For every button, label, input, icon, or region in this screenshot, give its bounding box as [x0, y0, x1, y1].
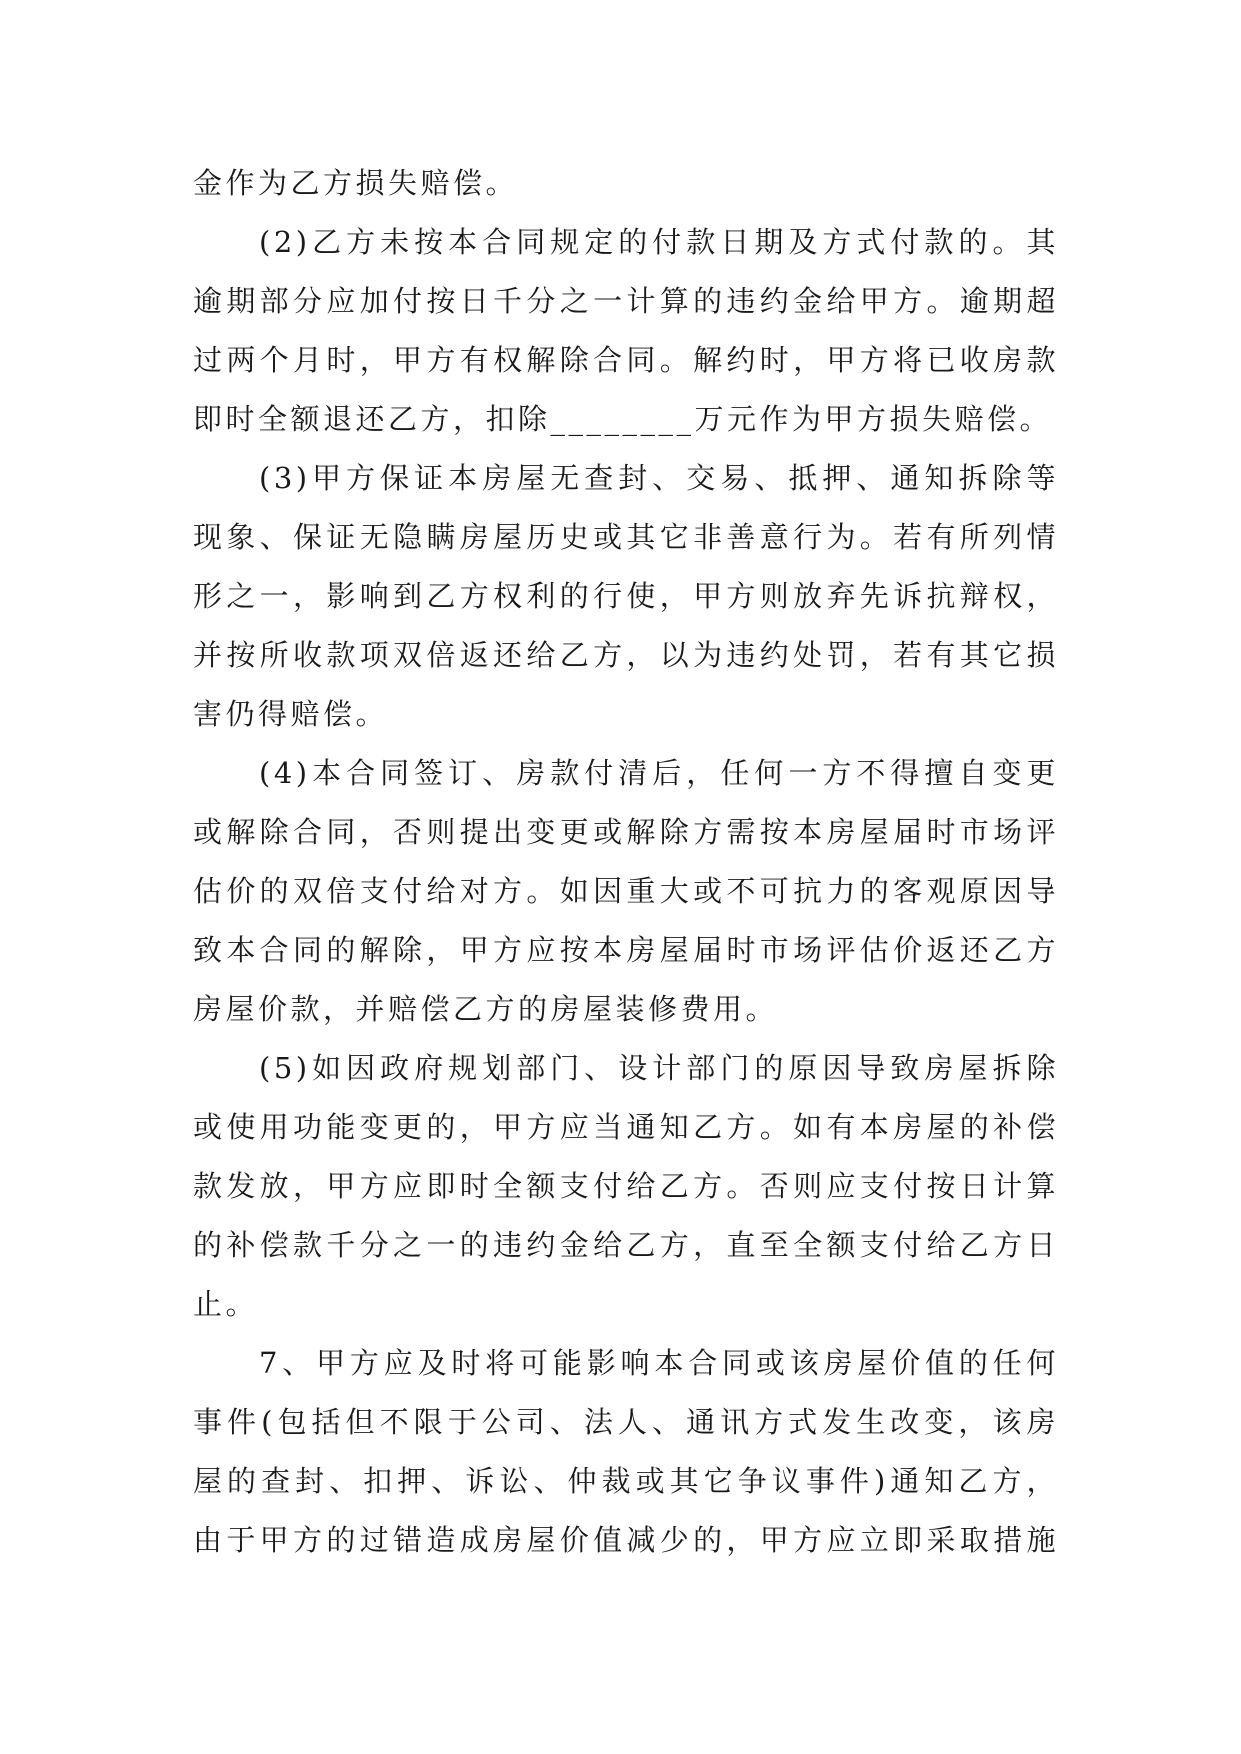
text-line: 形之一，影响到乙方权利的行使，甲方则放弃先诉抗辩权，: [193, 579, 1059, 613]
text-line: 的补偿款千分之一的违约金给乙方，直至全额支付给乙方日: [193, 1228, 1059, 1262]
contract-body: [193, 154, 1059, 1570]
clause-4-paragraph: [193, 744, 1059, 1039]
clause-2-paragraph: [193, 213, 1059, 449]
text-line: 止。: [193, 1287, 259, 1321]
clause-3-paragraph: [193, 449, 1059, 744]
paragraph-continuation: [193, 154, 1059, 213]
text-line: 逾期部分应加付按日千分之一计算的违约金给甲方。逾期超: [193, 284, 1059, 318]
text-line: 金作为乙方损失赔偿。: [193, 166, 519, 200]
text-line: 过两个月时，甲方有权解除合同。解约时，甲方将已收房款: [193, 343, 1059, 377]
text-line: 估价的双倍支付给对方。如因重大或不可抗力的客观原因导: [193, 874, 1059, 908]
article-7-paragraph: [193, 1334, 1059, 1570]
text-line: 或使用功能变更的，甲方应当通知乙方。如有本房屋的补偿: [193, 1110, 1059, 1144]
clause-5-first-line: (5)如因政府规划部门、设计部门的原因导致房屋拆除: [259, 1051, 1059, 1085]
clause-3-first-line: (3)甲方保证本房屋无查封、交易、抵押、通知拆除等: [259, 461, 1059, 495]
text-line: 房屋价款，并赔偿乙方的房屋装修费用。: [193, 992, 779, 1026]
clause-4-first-line: (4)本合同签订、房款付清后，任何一方不得擅自变更: [259, 756, 1059, 790]
text-line: 致本合同的解除，甲方应按本房屋届时市场评估价返还乙方: [193, 933, 1059, 967]
text-line: 并按所收款项双倍返还给乙方，以为违约处罚，若有其它损: [193, 638, 1059, 672]
text-line: 害仍得赔偿。: [193, 697, 389, 731]
text-line: 款发放，甲方应即时全额支付给乙方。否则应支付按日计算: [193, 1169, 1059, 1203]
text-line-with-blank: 即时全额退还乙方，扣除________万元作为甲方损失赔偿。: [193, 402, 1053, 436]
text-line: 屋的查封、扣押、诉讼、仲裁或其它争议事件)通知乙方，: [193, 1464, 1059, 1498]
clause-5-paragraph: [193, 1039, 1059, 1334]
text-line: 或解除合同，否则提出变更或解除方需按本房屋届时市场评: [193, 815, 1059, 849]
article-7-first-line: 7、甲方应及时将可能影响本合同或该房屋价值的任何: [259, 1346, 1059, 1380]
text-line: 由于甲方的过错造成房屋价值减少的，甲方应立即采取措施: [193, 1523, 1059, 1557]
text-line: 事件(包括但不限于公司、法人、通讯方式发生改变，该房: [193, 1405, 1059, 1439]
clause-2-first-line: (2)乙方未按本合同规定的付款日期及方式付款的。其: [259, 225, 1059, 259]
text-line: 现象、保证无隐瞒房屋历史或其它非善意行为。若有所列情: [193, 520, 1059, 554]
